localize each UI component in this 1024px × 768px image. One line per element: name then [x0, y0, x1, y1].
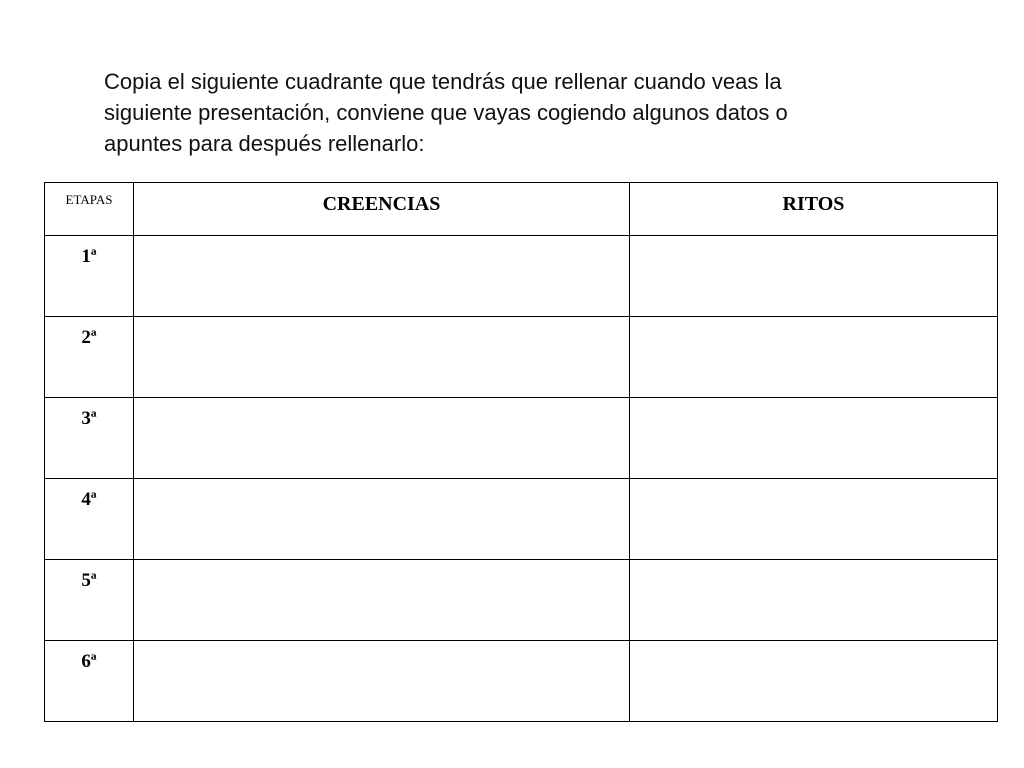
header-ritos: RITOS — [630, 183, 998, 236]
instructions-line: apuntes para después rellenarlo: — [104, 131, 425, 156]
table-row — [45, 317, 998, 398]
instructions-line: Copia el siguiente cuadrante que tendrás que rellenar cuando veas la — [104, 69, 782, 94]
creencias-cell — [134, 560, 630, 641]
ritos-cell — [630, 641, 998, 722]
header-etapas: ETAPAS — [45, 183, 134, 236]
stages-table — [44, 182, 998, 722]
creencias-cell — [134, 398, 630, 479]
ritos-cell — [630, 398, 998, 479]
ritos-cell — [630, 236, 998, 317]
ritos-cell — [630, 317, 998, 398]
stage-label: 6ª — [45, 641, 134, 722]
stage-label: 4ª — [45, 479, 134, 560]
stage-label: 2ª — [45, 317, 134, 398]
stage-label: 1ª — [45, 236, 134, 317]
table-row — [45, 560, 998, 641]
header-creencias: CREENCIAS — [134, 183, 630, 236]
creencias-cell — [134, 317, 630, 398]
ritos-cell — [630, 560, 998, 641]
table-row — [45, 479, 998, 560]
instructions-line: siguiente presentación, conviene que vayas cogiendo algunos datos o — [104, 100, 788, 125]
table-row — [45, 236, 998, 317]
table-row — [45, 398, 998, 479]
stage-label: 3ª — [45, 398, 134, 479]
creencias-cell — [134, 641, 630, 722]
creencias-cell — [134, 236, 630, 317]
stage-label: 5ª — [45, 560, 134, 641]
instructions-text — [104, 66, 924, 159]
creencias-cell — [134, 479, 630, 560]
table-header-row — [45, 183, 998, 236]
ritos-cell — [630, 479, 998, 560]
table-row — [45, 641, 998, 722]
